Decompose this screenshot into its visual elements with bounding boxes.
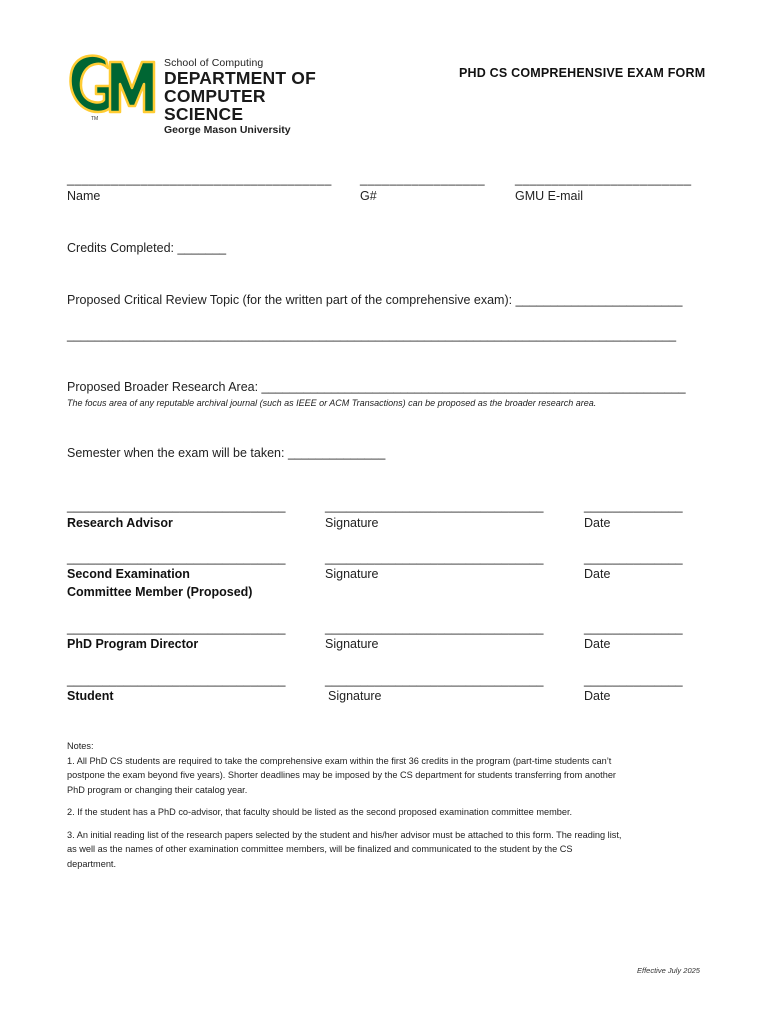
director-signature-line[interactable]: _______________________________ (325, 621, 544, 635)
logo-school: School of Computing (164, 57, 264, 69)
committee-signature-label: Signature (325, 567, 379, 581)
note-1-line-2: postpone the exam beyond five years). Shorter deadlines may be imposed by the CS department for students transferring from another (67, 770, 616, 780)
logo-wordmark (164, 57, 336, 136)
director-date-line[interactable]: ______________ (584, 621, 683, 635)
note-3-line-2: as well as the names of other examination committee members, will be finalized and communicated to the student by the CS (67, 844, 573, 854)
notes-heading: Notes: (67, 741, 94, 751)
student-date-label: Date (584, 689, 611, 703)
note-1-line-3: PhD program or changing their catalog year. (67, 784, 248, 795)
email-field-line[interactable]: ________________________ (515, 172, 692, 186)
advisor-date-line[interactable]: ______________ (584, 499, 683, 513)
committee-date-line[interactable]: ______________ (584, 551, 683, 565)
advisor-date-label: Date (584, 516, 611, 530)
email-label: GMU E-mail (515, 189, 584, 203)
student-name-line[interactable]: _______________________________ (67, 673, 286, 687)
trademark-mark: TM (91, 116, 99, 122)
logo-dept-line1: DEPARTMENT OF (164, 68, 316, 88)
advisor-signature-label: Signature (325, 516, 379, 530)
advisor-signature-line[interactable]: _______________________________ (325, 499, 544, 513)
student-date-line[interactable]: ______________ (584, 673, 683, 687)
logo-university: George Mason University (164, 124, 291, 136)
gm-monogram-icon (66, 50, 162, 122)
student-role-label: Student (67, 689, 114, 703)
exam-semester-field[interactable]: Semester when the exam will be taken: ______________ (67, 446, 386, 460)
effective-date-footer: Effective July 2025 (637, 966, 700, 975)
form-title: PHD CS COMPREHENSIVE EXAM FORM (459, 66, 706, 80)
director-signature-label: Signature (325, 637, 379, 651)
advisor-name-line[interactable]: _______________________________ (67, 499, 286, 513)
student-signature-line[interactable]: _______________________________ (325, 673, 544, 687)
committee-date-label: Date (584, 567, 611, 581)
committee-role-label-1: Second Examination (67, 567, 190, 581)
committee-role-label-2: Committee Member (Proposed) (67, 585, 253, 599)
gnumber-field-line[interactable]: _________________ (360, 172, 485, 186)
name-label: Name (67, 189, 101, 203)
critical-review-continuation-line[interactable]: _______________________________________________________________________________________ (67, 328, 677, 342)
committee-name-line[interactable]: _______________________________ (67, 551, 286, 565)
research-area-field[interactable]: Proposed Broader Research Area: _____________________________________________________________ (67, 380, 686, 394)
note-1-line-1: 1. All PhD CS students are required to take the comprehensive exam within the first 36 credits in the program (part-time students can’t (67, 755, 612, 766)
student-signature-label: Signature (328, 689, 382, 703)
logo-dept-line2: COMPUTER SCIENCE (164, 86, 266, 124)
gmu-cs-logo (66, 50, 336, 136)
critical-review-topic-field[interactable]: Proposed Critical Review Topic (for the written part of the comprehensive exam): ________________________ (67, 293, 683, 307)
director-name-line[interactable]: _______________________________ (67, 621, 286, 635)
committee-signature-line[interactable]: _______________________________ (325, 551, 544, 565)
research-area-note: The focus area of any reputable archival journal (such as IEEE or ACM Transactions) can be proposed as the broader research area. (67, 398, 597, 408)
name-field-line[interactable]: ____________________________________ (67, 172, 332, 186)
note-3-line-1: 3. An initial reading list of the research papers selected by the student and his/her advisor must be attached to this form. The reading list, (67, 829, 622, 840)
advisor-role-label: Research Advisor (67, 516, 173, 530)
director-role-label: PhD Program Director (67, 637, 199, 651)
notes-section (67, 739, 621, 871)
note-3-line-3: department. (67, 858, 117, 869)
director-date-label: Date (584, 637, 611, 651)
note-2: 2. If the student has a PhD co-advisor, that faculty should be listed as the second proposed examination committee member. (67, 807, 573, 817)
gnumber-label: G# (360, 189, 377, 203)
credits-completed-field[interactable]: Credits Completed: _______ (67, 241, 227, 255)
